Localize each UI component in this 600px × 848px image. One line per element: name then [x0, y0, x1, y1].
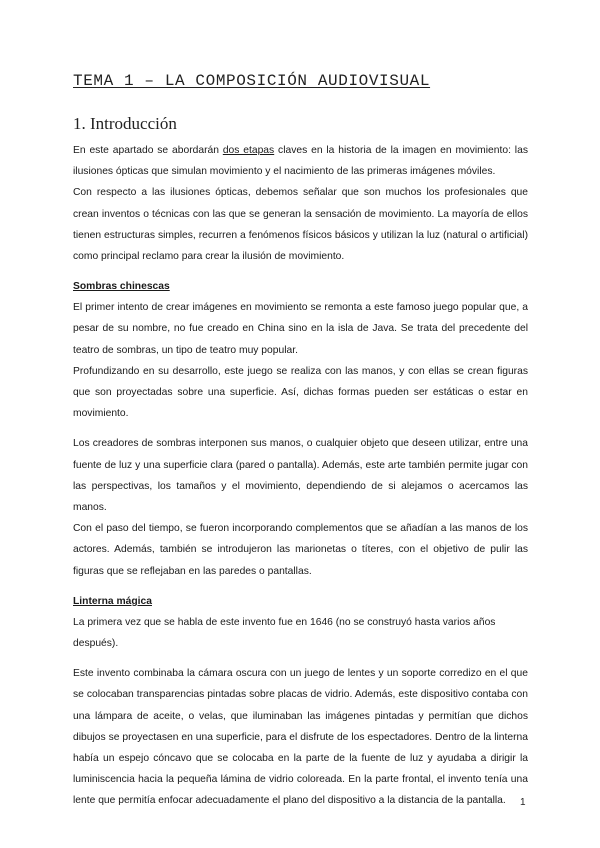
sombras-paragraph-4: Con el paso del tiempo, se fueron incorporando complementos que se añadían a las manos de los actores. Además, también se introdujeron las marionetas o títeres, con el objetivo de pulir las figuras que se reflejaban en las paredes o pantallas. [73, 523, 528, 577]
intro-paragraph-2: Con respecto a las ilusiones ópticas, debemos señalar que son muchos los profesionales que crean inventos o técnicas con las que se generan la sensación de movimiento. La mayoría de ellos tienen estructuras simples, recurren a fenómenos físicos básicos y utilizan la luz (natural o artificial) como principal reclamo para crear la ilusión de movimiento. [73, 187, 528, 263]
sombras-paragraph-1: El primer intento de crear imágenes en movimiento se remonta a este famoso juego popular que, a pesar de su nombre, no fue creado en China sino en la isla de Java. Se trata del precedente del teatro de sombras, un tipo de teatro muy popular. [73, 302, 528, 356]
section-heading: 1. Introducción [73, 114, 177, 133]
intro-paragraph-1 [73, 140, 528, 182]
page-number: 1 [520, 797, 526, 808]
sombras-paragraph-3: Los creadores de sombras interponen sus manos, o cualquier objeto que deseen utilizar, entre una fuente de luz y una superficie clara (pared o pantalla). Además, este arte también permite jugar con las perspectivas, los tamaños y el movimiento, dependiendo de si alejamos o acercamos las manos. [73, 438, 528, 514]
subheading-sombras-chinescas: Sombras chinescas [73, 281, 170, 293]
linterna-paragraph-1: La primera vez que se habla de este invento fue en 1646 (no se construyó hasta varios años después). [73, 616, 496, 650]
document-body [73, 140, 528, 812]
sombras-paragraph-2: Profundizando en su desarrollo, este juego se realiza con las manos, y con ellas se crean figuras que son proyectadas sobre una superficie. Así, dichas formas pueden ser estáticas o estar en movimiento. [73, 365, 528, 420]
intro-text-start: En este apartado se abordarán [73, 145, 223, 156]
document-title: TEMA 1 – LA COMPOSICIÓN AUDIOVISUAL [73, 72, 431, 90]
intro-text-end: claves en la historia de la imagen en movimiento: las ilusiones ópticas que simulan movimiento y el nacimiento de las primeras imágenes móviles. [73, 145, 528, 178]
linterna-paragraph-2: Este invento combinaba la cámara oscura con un juego de lentes y un soporte corredizo en el que se colocaban transparencias pintadas sobre placas de vidrio. Además, este dispositivo contaba con una lámpara de aceite, o velas, que iluminaban las imágenes pintadas y permitían que dichos dibujos se proyectasen en una superficie, para el disfrute de los espectadores. Dentro de la linterna había un espejo cóncavo que se colocaba en la parte de la fuente de luz y ayudaba a dirigir la luminiscencia hacia la pequeña lámina de vidrio coloreada. En la parte frontal, el invento tenía una lente que permitía enfocar adecuadamente el plano del dispositivo a la distancia de la pantalla. [73, 668, 528, 807]
subheading-linterna-magica: Linterna mágica [73, 595, 152, 607]
underlined-phrase: dos etapas [222, 145, 275, 156]
